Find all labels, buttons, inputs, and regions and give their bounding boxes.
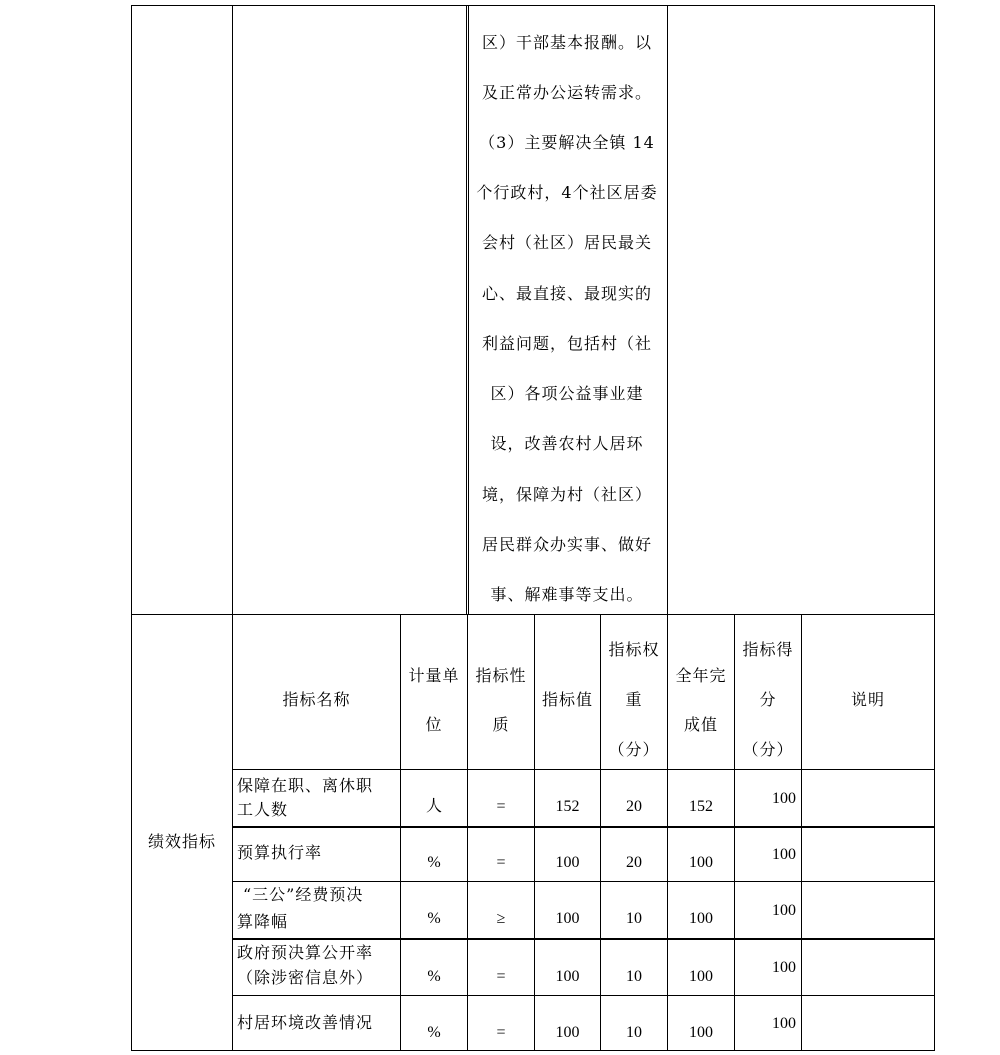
unit-cell: % <box>427 968 441 985</box>
indicator-name: 政府预决算公开率 <box>237 943 374 962</box>
table-divider <box>232 827 935 828</box>
completed-cell: 100 <box>689 968 713 985</box>
completed-cell: 100 <box>689 854 713 871</box>
table-divider <box>232 769 935 770</box>
nature-cell: ≥ <box>496 910 506 927</box>
value-cell: 152 <box>555 798 580 815</box>
table-divider <box>232 995 935 996</box>
indicator-name: 算降幅 <box>237 912 289 931</box>
indicator-name: 预算执行率 <box>237 843 323 862</box>
header-unit: 计量单 <box>408 666 460 685</box>
description-line: 会村（社区）居民最关 <box>481 233 652 252</box>
table-divider <box>232 939 935 940</box>
header-indicator-name: 指标名称 <box>282 690 351 709</box>
table-divider <box>232 881 935 882</box>
description-line: 心、最直接、最现实的 <box>481 284 652 303</box>
header-score: 分 <box>759 690 777 709</box>
description-line: 境，保障为村（社区） <box>481 485 652 504</box>
weight-cell: 10 <box>626 910 642 927</box>
value-cell: 100 <box>555 968 580 985</box>
score-cell: 100 <box>772 1015 796 1032</box>
unit-cell: % <box>427 854 441 871</box>
table-divider <box>131 614 935 615</box>
unit-cell: % <box>427 910 441 927</box>
header-score: （分） <box>742 740 794 759</box>
table-divider <box>801 614 802 1051</box>
description-line: 个行政村，4个社区居委 <box>476 183 658 202</box>
description-line: 及正常办公运转需求。 <box>481 83 652 102</box>
table-divider <box>232 5 233 1051</box>
completed-cell: 100 <box>689 910 713 927</box>
nature-cell: = <box>496 1024 506 1041</box>
unit-cell: % <box>427 1024 441 1041</box>
weight-cell: 20 <box>626 854 642 871</box>
description-line: 区）干部基本报酬。以 <box>481 33 652 52</box>
description-line: 设，改善农村人居环 <box>490 434 644 453</box>
description-line: 事、解难事等支出。 <box>490 585 644 604</box>
header-completed: 成值 <box>683 715 718 734</box>
score-cell: 100 <box>772 959 796 976</box>
nature-cell: = <box>496 854 506 871</box>
score-cell: 100 <box>772 790 796 807</box>
header-weight: 重 <box>625 690 643 709</box>
description-line: （3）主要解决全镇 14 <box>479 133 655 152</box>
header-nature: 质 <box>492 715 510 734</box>
weight-cell: 10 <box>626 968 642 985</box>
nature-cell: = <box>496 798 506 815</box>
table-divider <box>734 614 735 1051</box>
table-divider <box>667 5 668 614</box>
header-value: 指标值 <box>541 690 593 709</box>
table-border-right <box>934 5 935 1051</box>
value-cell: 100 <box>555 1024 580 1041</box>
value-cell: 100 <box>555 854 580 871</box>
table-border-bottom <box>131 1050 935 1051</box>
header-weight: （分） <box>608 740 660 759</box>
weight-cell: 10 <box>626 1024 642 1041</box>
indicator-name: 村居环境改善情况 <box>237 1013 374 1032</box>
unit-cell: 人 <box>425 796 442 815</box>
header-unit: 位 <box>425 715 443 734</box>
header-nature: 指标性 <box>475 666 527 685</box>
description-line: 区）各项公益事业建 <box>490 384 644 403</box>
description-line: 利益问题，包括村（社 <box>481 334 652 353</box>
table-border-top <box>131 5 935 6</box>
indicator-name: 工人数 <box>237 800 289 819</box>
value-cell: 100 <box>555 910 580 927</box>
indicator-name: “三公”经费预决 <box>243 885 364 904</box>
weight-cell: 20 <box>626 798 642 815</box>
indicator-name: （除涉密信息外） <box>237 968 374 987</box>
nature-cell: = <box>496 968 506 985</box>
section-label-performance: 绩效指标 <box>147 832 216 851</box>
header-note: 说明 <box>850 690 885 709</box>
table-border-left <box>131 5 132 1051</box>
completed-cell: 100 <box>689 1024 713 1041</box>
score-cell: 100 <box>772 902 796 919</box>
header-score: 指标得 <box>742 640 794 659</box>
header-weight: 指标权 <box>608 640 660 659</box>
completed-cell: 152 <box>689 798 713 815</box>
description-line: 居民群众办实事、做好 <box>481 535 652 554</box>
header-completed: 全年完 <box>675 666 727 685</box>
indicator-name: 保障在职、离休职 <box>237 776 374 795</box>
score-cell: 100 <box>772 846 796 863</box>
